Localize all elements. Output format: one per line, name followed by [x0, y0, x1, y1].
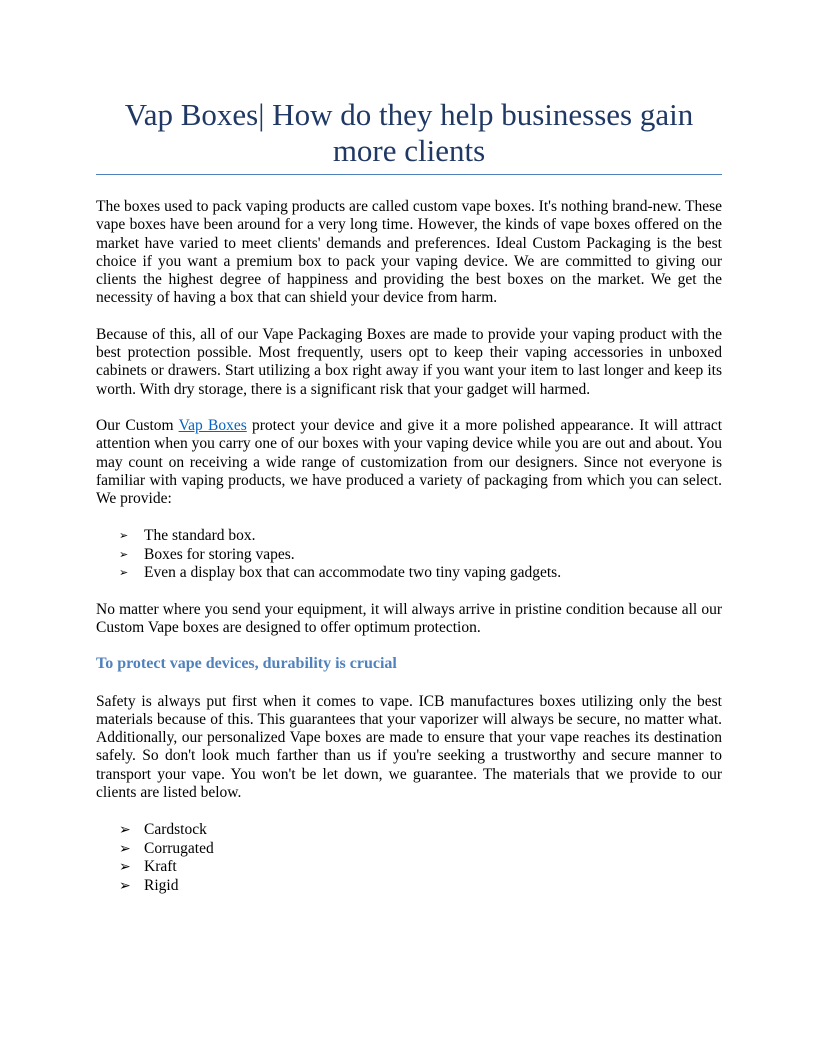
title-underline-rule [96, 174, 722, 175]
list-item-text: Even a display box that can accommodate two tiny vaping gadgets. [144, 564, 562, 582]
document-title: Vap Boxes| How do they help businesses gain more clients [124, 97, 694, 168]
list-item [119, 527, 722, 546]
list-item [119, 821, 722, 840]
list-item [119, 858, 722, 877]
list-item [119, 877, 722, 896]
list-item-text: Boxes for storing vapes. [144, 545, 295, 563]
paragraph-intro: The boxes used to pack vaping products are called custom vape boxes. It's nothing brand-new. These vape boxes have been around for a very long time. However, the kinds of vape boxes offered on the market have varied to meet clients' demands and preferences. Ideal Custom Packaging is the best choice if you want a premium box to pack your vaping device. We are committed to giving our clients the highest degree of happiness and providing the best boxes on the market. We get the necessity of having a box that can shield your device from harm. [96, 198, 722, 307]
paragraph-safety: Safety is always put first when it comes to vape. ICB manufactures boxes utilizing only the best materials because of this. This guarantees that your vaporizer will always be secure, no matter what. Additionally, our personalized Vape boxes are made to ensure that your vape reaches its destination safely. So don't look much farther than us if you're seeking a trustworthy and secure manner to transport your vape. You won't be let down, we guarantee. The materials that we provide to our clients are listed below. [96, 692, 722, 802]
list-item [119, 546, 722, 565]
paragraph-pristine-condition: No matter where you send your equipment, it will always arrive in pristine condition because all our Custom Vape boxes are designed to offer optimum protection. [96, 600, 722, 637]
arrow-bullet-icon: ➢ [119, 840, 131, 857]
list-item-text: The standard box. [144, 527, 256, 545]
arrow-bullet-icon: ➢ [119, 566, 129, 580]
arrow-bullet-icon: ➢ [119, 859, 131, 876]
paragraph-custom-boxes [96, 417, 722, 508]
list-item-text: Cardstock [144, 821, 207, 839]
paragraph-custom-boxes-rest: protect your device and give it a more polished appearance. It will attract attention when you carry one of our boxes with your vaping device while you are out and about. You may count on receiving a wide range of customization from our designers. Since not everyone is familiar with vaping products, we have produced a variety of packaging from which you can select. We provide: [96, 416, 723, 508]
list-item [119, 840, 722, 859]
materials-list [96, 821, 722, 895]
paragraph-protection: Because of this, all of our Vape Packaging Boxes are made to provide your vaping product with the best protection possible. Most frequently, users opt to keep their vaping accessories in unboxed cabinets or drawers. Start utilizing a box right away if you want your item to last longer and keep its worth. With dry storage, there is a significant risk that your gadget will harmed. [96, 325, 722, 398]
arrow-bullet-icon: ➢ [119, 877, 131, 894]
section-heading-durability: To protect vape devices, durability is crucial [96, 654, 397, 672]
list-item-text: Rigid [144, 876, 179, 894]
vap-boxes-link[interactable]: Vap Boxes [178, 416, 247, 434]
list-item [119, 564, 722, 583]
document-page [96, 0, 722, 895]
arrow-bullet-icon: ➢ [119, 529, 129, 543]
arrow-bullet-icon: ➢ [119, 547, 129, 561]
list-item-text: Kraft [144, 858, 177, 876]
box-types-list [96, 527, 722, 583]
arrow-bullet-icon: ➢ [119, 822, 131, 839]
list-item-text: Corrugated [144, 839, 214, 857]
paragraph-custom-boxes-lead: Our Custom [96, 416, 179, 434]
